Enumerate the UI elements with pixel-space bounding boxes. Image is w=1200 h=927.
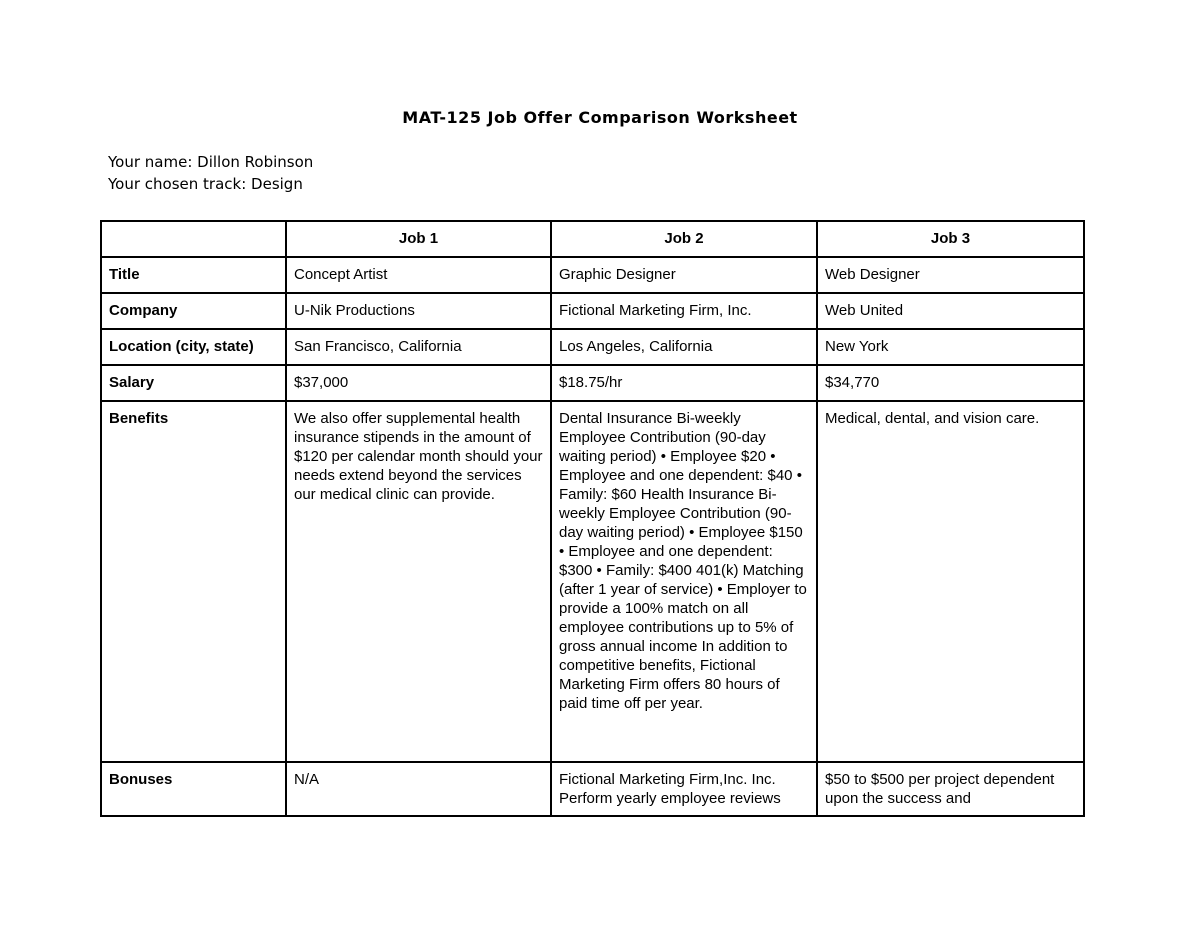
document-title: MAT-125 Job Offer Comparison Worksheet [402, 108, 798, 127]
cell-job2-benefits: Dental Insurance Bi-weekly Employee Contribution (90-day waiting period) • Employee $20 • Employee and one dependent: $40 • Family: $60 Health Insurance Bi-weekly Employee Contribution (90-day waiting period) • Employee $150 • Employee and one dependent: $300 • Family: $400 401(k) Matching (after 1 year of service) • Employer to provide a 100% match on all employee contributions up to 5% of gross annual income In addition to competitive benefits, Fictional Marketing Firm offers 80 hours of paid time off per year. [551, 401, 817, 762]
table-row-title [101, 257, 1084, 293]
table-row-company [101, 293, 1084, 329]
table-header-row [101, 221, 1084, 257]
cell-job3-bonuses: $50 to $500 per project dependent upon the success and [817, 762, 1084, 816]
header-blank-cell [101, 221, 286, 257]
row-label-title: Title [101, 257, 286, 293]
cell-job1-bonuses: N/A [286, 762, 551, 816]
cell-job1-title: Concept Artist [286, 257, 551, 293]
cell-job1-company: U-Nik Productions [286, 293, 551, 329]
table-row-location [101, 329, 1084, 365]
header-job-2: Job 2 [551, 221, 817, 257]
header-job-3: Job 3 [817, 221, 1084, 257]
cell-job3-benefits: Medical, dental, and vision care. [817, 401, 1084, 762]
job-comparison-table [100, 220, 1085, 817]
cell-job3-title: Web Designer [817, 257, 1084, 293]
table-row-benefits [101, 401, 1084, 762]
student-name-line: Your name: Dillon Robinson [108, 153, 314, 171]
cell-job3-salary: $34,770 [817, 365, 1084, 401]
chosen-track-line: Your chosen track: Design [108, 175, 303, 193]
row-label-location: Location (city, state) [101, 329, 286, 365]
cell-job2-salary: $18.75/hr [551, 365, 817, 401]
cell-job1-location: San Francisco, California [286, 329, 551, 365]
cell-job2-bonuses: Fictional Marketing Firm,Inc. Inc. Perform yearly employee reviews [551, 762, 817, 816]
table-row-salary [101, 365, 1084, 401]
cell-job2-title: Graphic Designer [551, 257, 817, 293]
cell-job3-company: Web United [817, 293, 1084, 329]
header-job-1: Job 1 [286, 221, 551, 257]
cell-job2-company: Fictional Marketing Firm, Inc. [551, 293, 817, 329]
cell-job1-salary: $37,000 [286, 365, 551, 401]
cell-job3-location: New York [817, 329, 1084, 365]
row-label-bonuses: Bonuses [101, 762, 286, 816]
row-label-benefits: Benefits [101, 401, 286, 762]
cell-job1-benefits: We also offer supplemental health insurance stipends in the amount of $120 per calendar month should your needs extend beyond the services our medical clinic can provide. [286, 401, 551, 762]
row-label-company: Company [101, 293, 286, 329]
cell-job2-location: Los Angeles, California [551, 329, 817, 365]
table-row-bonuses [101, 762, 1084, 816]
row-label-salary: Salary [101, 365, 286, 401]
